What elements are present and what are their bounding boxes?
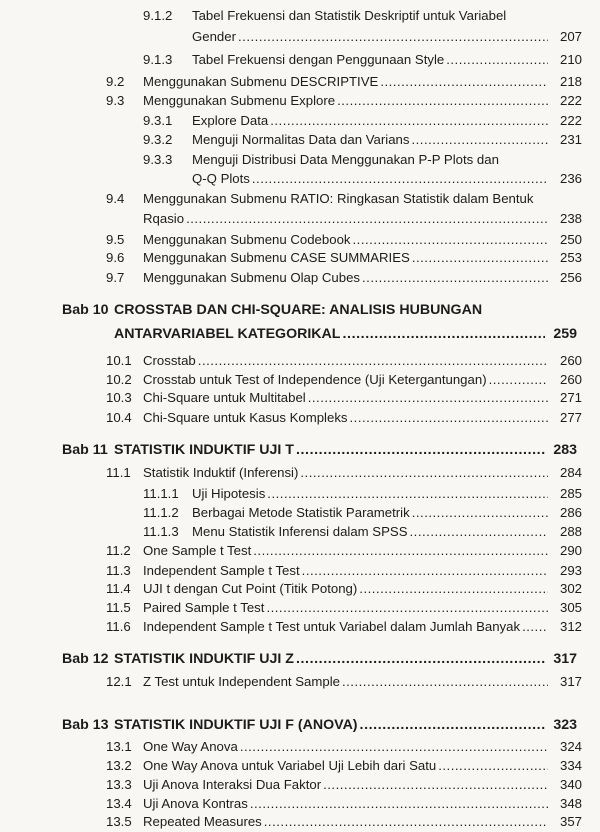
toc-title: Statistik Induktif (Inferensi) <box>143 465 299 480</box>
toc-page-number: 236 <box>559 171 582 186</box>
toc-chapter-row <box>0 650 600 669</box>
toc-leader-dots <box>412 248 548 267</box>
toc-chapter-row <box>0 301 600 320</box>
toc-leader-dots <box>362 268 548 287</box>
toc-page-number: 277 <box>559 410 582 425</box>
toc-row <box>0 248 600 267</box>
toc-leader-dots <box>412 503 548 522</box>
toc-page-number: 207 <box>559 29 582 44</box>
toc-title: Gender <box>192 29 236 44</box>
toc-leader-dots <box>360 716 545 735</box>
toc-number: 9.6 <box>106 250 125 265</box>
toc-page-number: 334 <box>559 758 582 773</box>
toc-page-number: 271 <box>559 390 582 405</box>
toc-number: 9.7 <box>106 270 125 285</box>
toc-page-number: 317 <box>553 651 577 667</box>
toc-leader-dots <box>350 408 548 427</box>
toc-number: 12.1 <box>106 674 132 689</box>
toc-leader-dots <box>353 230 549 249</box>
toc-title: STATISTIK INDUKTIF UJI F (ANOVA) <box>114 717 358 733</box>
toc-row <box>0 169 600 188</box>
toc-page-number: 283 <box>553 442 577 458</box>
toc-title: ANTARVARIABEL KATEGORIKAL <box>114 326 341 342</box>
toc-page-number: 290 <box>559 543 582 558</box>
toc-title: Tabel Frekuensi dan Statistik Deskriptif untuk Variabel <box>192 8 507 23</box>
toc-leader-dots <box>342 672 548 691</box>
toc-row <box>0 27 600 46</box>
toc-page-number: 222 <box>559 93 582 108</box>
toc-leader-dots <box>411 130 548 149</box>
toc-page-number: 260 <box>559 372 582 387</box>
toc-page-number: 285 <box>559 486 582 501</box>
toc-row <box>0 150 600 169</box>
toc-row <box>0 388 600 407</box>
toc-row <box>0 812 600 831</box>
toc-title: Menu Statistik Inferensi dalam SPSS <box>192 524 408 539</box>
toc-row <box>0 408 600 427</box>
toc-row <box>0 189 600 208</box>
toc-leader-dots <box>296 650 545 669</box>
toc-title: STATISTIK INDUKTIF UJI T <box>114 442 294 458</box>
toc-chapter-row <box>0 716 600 735</box>
toc-number: 11.1.3 <box>143 524 179 539</box>
toc-title: Uji Hipotesis <box>192 486 266 501</box>
toc-row <box>0 775 600 794</box>
toc-page-number: 312 <box>559 619 582 634</box>
toc-page-number: 323 <box>553 717 577 733</box>
toc-number: 9.3.2 <box>143 132 173 147</box>
toc-title: Uji Anova Kontras <box>143 796 248 811</box>
toc-page-number: 259 <box>553 326 577 342</box>
toc-page-number: 340 <box>559 777 582 792</box>
toc-row <box>0 756 600 775</box>
toc-title: Tabel Frekuensi dengan Penggunaan Style <box>192 52 445 67</box>
toc-title: Menggunakan Submenu Codebook <box>143 232 351 247</box>
toc-page-number: 222 <box>559 113 582 128</box>
toc-title: One Sample t Test <box>143 543 252 558</box>
toc-number: 9.3 <box>106 93 125 108</box>
toc-leader-dots <box>323 775 548 794</box>
toc-title: CROSSTAB DAN CHI-SQUARE: ANALISIS HUBUNGAN <box>114 302 483 318</box>
toc-page-number: 260 <box>559 353 582 368</box>
toc-title: Menggunakan Submenu Olap Cubes <box>143 270 361 285</box>
toc-page-number: 348 <box>559 796 582 811</box>
toc-title: One Way Anova untuk Variabel Uji Lebih dari Satu <box>143 758 437 773</box>
toc-leader-dots <box>359 579 548 598</box>
toc-title: Menggunakan Submenu RATIO: Ringkasan Statistik dalam Bentuk <box>143 191 534 206</box>
toc-number: Bab 11 <box>62 442 108 458</box>
toc-number: 9.1.2 <box>143 8 173 23</box>
toc-title: Independent Sample t Test <box>143 563 300 578</box>
toc-leader-dots <box>438 756 548 775</box>
toc-title: Menggunakan Submenu Explore <box>143 93 336 108</box>
toc-page-number: 302 <box>559 581 582 596</box>
toc-leader-dots <box>240 737 548 756</box>
toc-number: 10.4 <box>106 410 132 425</box>
toc-page-number: 231 <box>559 132 582 147</box>
toc-title: Chi-Square untuk Kasus Kompleks <box>143 410 348 425</box>
toc-title: Independent Sample t Test untuk Variabel dalam Jumlah Banyak <box>143 619 521 634</box>
toc-row <box>0 579 600 598</box>
toc-title: Crosstab <box>143 353 196 368</box>
toc-leader-dots <box>264 812 548 831</box>
toc-leader-dots <box>300 463 548 482</box>
toc-page-number: 238 <box>559 211 582 226</box>
toc-row <box>0 6 600 25</box>
toc-page-number: 253 <box>559 250 582 265</box>
toc-page-number: 250 <box>559 232 582 247</box>
toc-number: 11.1.2 <box>143 505 179 520</box>
toc-page-number: 218 <box>559 74 582 89</box>
toc-number: 10.2 <box>106 372 132 387</box>
toc-row <box>0 794 600 813</box>
toc-leader-dots <box>489 370 548 389</box>
toc-leader-dots <box>186 209 548 228</box>
toc-number: 9.1.3 <box>143 52 173 67</box>
toc-row <box>0 130 600 149</box>
toc-number: 11.1.1 <box>143 486 179 501</box>
toc-row <box>0 72 600 91</box>
toc-title: Z Test untuk Independent Sample <box>143 674 340 689</box>
toc-title: One Way Anova <box>143 739 238 754</box>
toc-row <box>0 541 600 560</box>
toc-number: 10.3 <box>106 390 132 405</box>
toc-page-number: 357 <box>559 814 582 829</box>
toc-row <box>0 111 600 130</box>
toc-leader-dots <box>380 72 548 91</box>
toc-number: 13.1 <box>106 739 132 754</box>
toc-number: 11.2 <box>106 543 131 558</box>
toc-row <box>0 617 600 636</box>
toc-title: Paired Sample t Test <box>143 600 265 615</box>
toc-row <box>0 91 600 110</box>
toc-number: 9.5 <box>106 232 125 247</box>
toc-title: Menguji Distribusi Data Menggunakan P-P Plots dan <box>192 152 499 167</box>
toc-title: Q-Q Plots <box>192 171 250 186</box>
toc-chapter-row <box>0 441 600 460</box>
toc-row <box>0 351 600 370</box>
toc-page-number: 317 <box>559 674 582 689</box>
toc-title: UJI t dengan Cut Point (Titik Potong) <box>143 581 358 596</box>
toc-leader-dots <box>238 27 548 46</box>
toc-number: 11.6 <box>106 619 131 634</box>
toc-row <box>0 503 600 522</box>
toc-number: 13.5 <box>106 814 132 829</box>
toc-row <box>0 50 600 69</box>
toc-number: 11.3 <box>106 563 131 578</box>
toc-row <box>0 484 600 503</box>
toc-leader-dots <box>342 325 545 344</box>
toc-row <box>0 522 600 541</box>
toc-row <box>0 268 600 287</box>
toc-page-number: 288 <box>559 524 582 539</box>
toc-title: Menggunakan Submenu CASE SUMMARIES <box>143 250 410 265</box>
toc-title: Menggunakan Submenu DESCRIPTIVE <box>143 74 379 89</box>
toc-title: Repeated Measures <box>143 814 262 829</box>
toc-row <box>0 209 600 228</box>
toc-row <box>0 370 600 389</box>
toc-page-number: 293 <box>559 563 582 578</box>
toc-number: Bab 12 <box>62 651 109 667</box>
toc-leader-dots <box>296 441 545 460</box>
toc-number: 10.1 <box>106 353 132 368</box>
toc-number: 13.4 <box>106 796 132 811</box>
toc-leader-dots <box>446 50 548 69</box>
toc-title: Berbagai Metode Statistik Parametrik <box>192 505 410 520</box>
toc-title: Explore Data <box>192 113 269 128</box>
toc-chapter-row <box>0 325 600 344</box>
toc-title: STATISTIK INDUKTIF UJI Z <box>114 651 294 667</box>
toc-leader-dots <box>410 522 549 541</box>
toc-number: 9.2 <box>106 74 125 89</box>
toc-leader-dots <box>302 561 548 580</box>
toc-number: 9.3.1 <box>143 113 173 128</box>
toc-leader-dots <box>308 388 548 407</box>
toc-number: 13.2 <box>106 758 132 773</box>
toc-leader-dots <box>337 91 548 110</box>
toc-number: 9.3.3 <box>143 152 173 167</box>
toc-leader-dots <box>266 598 548 617</box>
toc-row <box>0 672 600 691</box>
toc-title: Rqasio <box>143 211 185 226</box>
toc-page-number: 256 <box>559 270 582 285</box>
toc-page-number: 305 <box>559 600 582 615</box>
toc-title: Chi-Square untuk Multitabel <box>143 390 306 405</box>
toc-leader-dots <box>522 617 548 636</box>
toc-page-number: 286 <box>559 505 582 520</box>
toc-leader-dots <box>198 351 548 370</box>
toc-page-number: 284 <box>559 465 582 480</box>
toc-number: 11.1 <box>106 465 131 480</box>
toc-row <box>0 463 600 482</box>
toc-row <box>0 230 600 249</box>
toc-number: 11.4 <box>106 581 131 596</box>
toc-number: 11.5 <box>106 600 131 615</box>
toc-row <box>0 598 600 617</box>
toc-leader-dots <box>253 541 548 560</box>
toc-page-number: 210 <box>559 52 582 67</box>
toc-title: Crosstab untuk Test of Independence (Uji Ketergantungan) <box>143 372 487 387</box>
toc-leader-dots <box>267 484 548 503</box>
toc-number: Bab 13 <box>62 717 109 733</box>
toc-leader-dots <box>250 794 548 813</box>
toc-page-number: 324 <box>559 739 582 754</box>
toc-leader-dots <box>270 111 548 130</box>
toc-title: Menguji Normalitas Data dan Varians <box>192 132 410 147</box>
toc-number: 9.4 <box>106 191 125 206</box>
toc-title: Uji Anova Interaksi Dua Faktor <box>143 777 322 792</box>
toc-leader-dots <box>252 169 548 188</box>
toc-number: Bab 10 <box>62 302 109 318</box>
toc-row <box>0 561 600 580</box>
toc-number: 13.3 <box>106 777 132 792</box>
toc-row <box>0 737 600 756</box>
